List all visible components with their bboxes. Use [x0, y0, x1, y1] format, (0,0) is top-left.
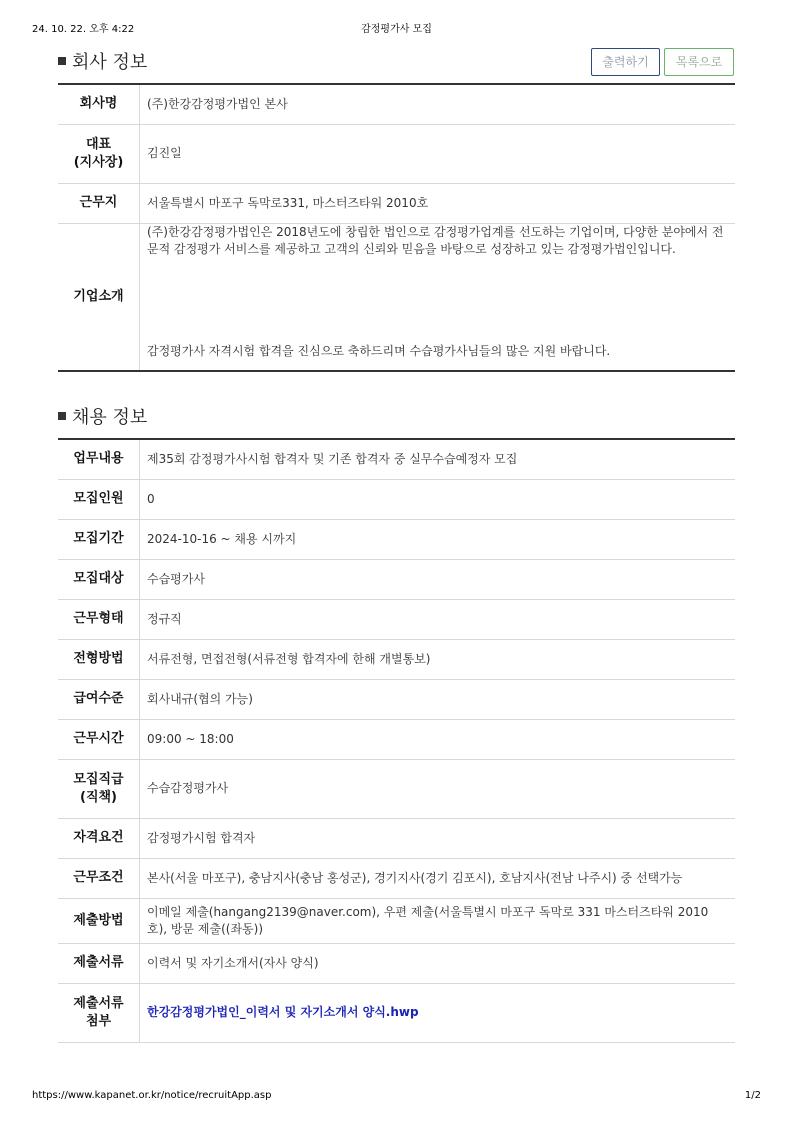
company-section-title: 회사 정보 — [58, 48, 147, 74]
row-label: 모집직급 (직책) — [58, 759, 140, 818]
print-title: 감정평가사 모집 — [361, 24, 432, 35]
recruit-info-table — [58, 438, 735, 1043]
row-label: 제출서류 — [58, 943, 140, 983]
recruit-section-title: 채용 정보 — [58, 403, 147, 429]
row-label: 근무조건 — [58, 858, 140, 898]
table-row — [58, 759, 735, 818]
row-value: 이력서 및 자기소개서(자사 양식) — [140, 943, 736, 983]
row-label: 제출방법 — [58, 898, 140, 943]
row-label: 업무내용 — [58, 439, 140, 479]
print-button[interactable]: 출력하기 — [591, 48, 660, 76]
table-row — [58, 599, 735, 639]
row-label: 제출서류 첨부 — [58, 983, 140, 1042]
row-value: 수습감정평가사 — [140, 759, 736, 818]
row-label: 기업소개 — [58, 223, 140, 371]
table-row — [58, 818, 735, 858]
row-value: 09:00 ~ 18:00 — [140, 719, 736, 759]
table-row — [58, 519, 735, 559]
print-date: 24. 10. 22. 오후 4:22 — [32, 24, 135, 35]
row-label: 대표 (지사장) — [58, 124, 140, 183]
print-header — [0, 20, 793, 36]
row-label: 모집기간 — [58, 519, 140, 559]
row-value — [140, 983, 736, 1042]
company-name: (주)한강감정평가법인 본사 — [140, 84, 736, 124]
intro-paragraph: (주)한강감정평가법인은 2018년도에 창립한 법인으로 감정평가업계를 선도하는 기업이며, 다양한 분야에서 전문적 감정평가 서비스를 제공하고 고객의 신뢰와 믿음을 바탕으로 성장하고 있는 감정평가법인입니다. — [147, 224, 724, 256]
row-value: 정규직 — [140, 599, 736, 639]
row-value: 2024-10-16 ~ 채용 시까지 — [140, 519, 736, 559]
work-location: 서울특별시 마포구 독막로331, 마스터즈타워 2010호 — [140, 183, 736, 223]
table-row — [58, 858, 735, 898]
table-row — [58, 183, 735, 223]
row-value: 서류전형, 면접전형(서류전형 합격자에 한해 개별통보) — [140, 639, 736, 679]
ceo-name: 김진일 — [140, 124, 736, 183]
row-value: 0 — [140, 479, 736, 519]
row-label: 회사명 — [58, 84, 140, 124]
table-row — [58, 124, 735, 183]
table-row — [58, 898, 735, 943]
list-button[interactable]: 목록으로 — [664, 48, 734, 76]
table-row — [58, 983, 735, 1042]
row-label: 근무형태 — [58, 599, 140, 639]
row-value: 감정평가시험 합격자 — [140, 818, 736, 858]
row-value: 본사(서울 마포구), 충남지사(충남 홍성군), 경기지사(경기 김포시), 호남지사(전남 나주시) 중 선택가능 — [140, 858, 736, 898]
table-row — [58, 559, 735, 599]
page-number: 1/2 — [744, 1090, 761, 1101]
table-row — [58, 679, 735, 719]
square-bullet-icon — [58, 57, 66, 65]
table-row — [58, 719, 735, 759]
company-info-table — [58, 83, 735, 372]
table-row — [58, 439, 735, 479]
row-value: 수습평가사 — [140, 559, 736, 599]
row-label: 모집대상 — [58, 559, 140, 599]
row-label: 급여수준 — [58, 679, 140, 719]
row-label: 근무지 — [58, 183, 140, 223]
row-value: 이메일 제출(hangang2139@naver.com), 우편 제출(서울특별시 마포구 독막로 331 마스터즈타워 2010호), 방문 제출((좌동)) — [140, 898, 736, 943]
table-row — [58, 639, 735, 679]
intro-paragraph: 감정평가사 자격시험 합격을 진심으로 축하드리며 수습평가사님들의 많은 지원 바랍니다. — [147, 343, 611, 358]
row-label: 전형방법 — [58, 639, 140, 679]
row-value: 제35회 감정평가사시험 합격자 및 기존 합격자 중 실무수습예정자 모집 — [140, 439, 736, 479]
table-row — [58, 223, 735, 371]
row-value: 회사내규(협의 가능) — [140, 679, 736, 719]
print-url: https://www.kapanet.or.kr/notice/recruitApp.asp — [32, 1090, 272, 1101]
row-label: 모집인원 — [58, 479, 140, 519]
table-row — [58, 84, 735, 124]
company-intro — [140, 223, 736, 371]
table-row — [58, 479, 735, 519]
table-row — [58, 943, 735, 983]
row-label: 자격요건 — [58, 818, 140, 858]
row-label: 근무시간 — [58, 719, 140, 759]
attachment-link[interactable]: 한강감정평가법인_이력서 및 자기소개서 양식.hwp — [147, 1005, 419, 1019]
square-bullet-icon — [58, 412, 66, 420]
print-footer — [0, 1090, 793, 1106]
